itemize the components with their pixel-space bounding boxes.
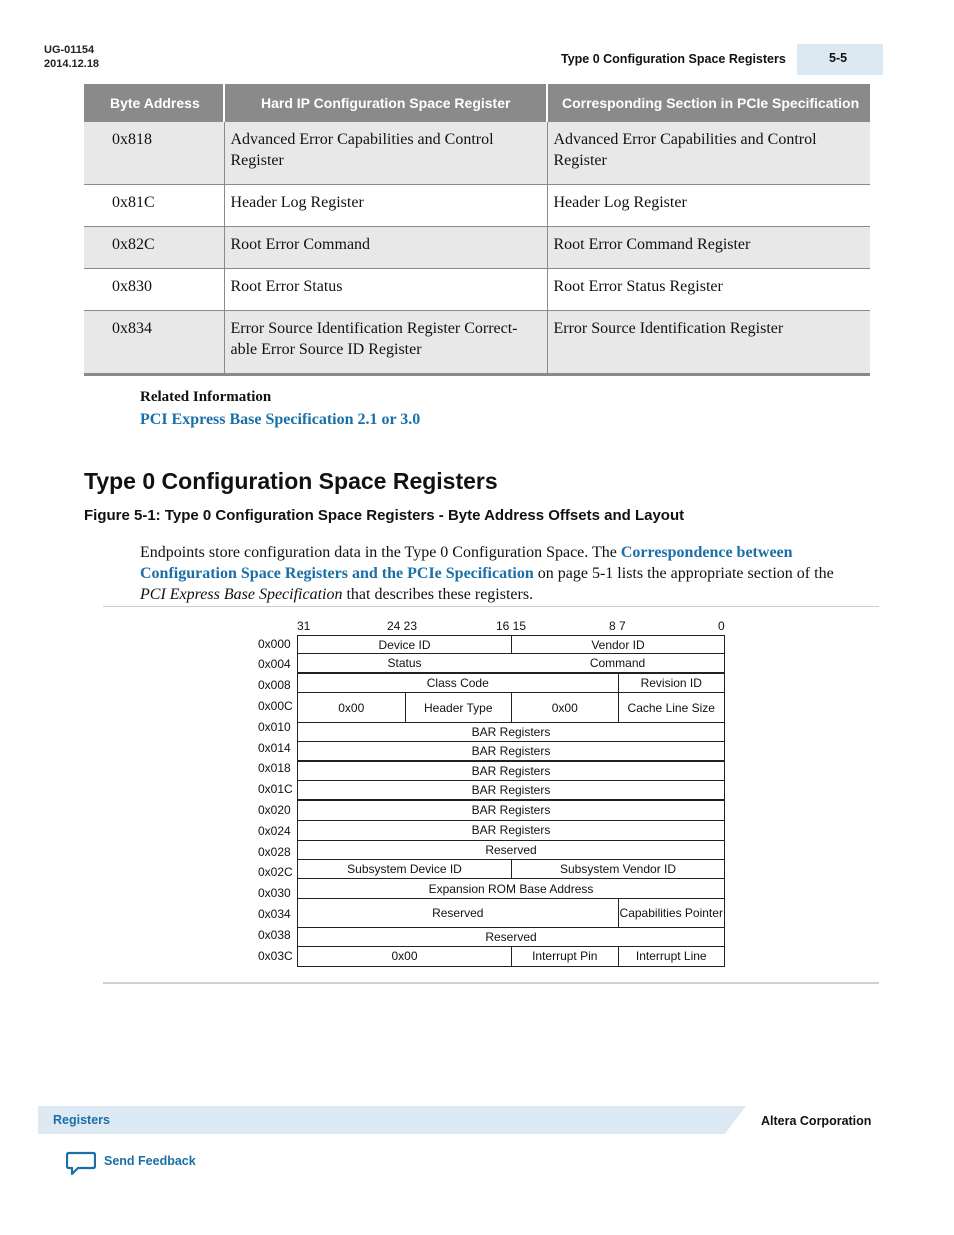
- register-row: [297, 653, 725, 673]
- register-row: [297, 820, 725, 841]
- register-row: [297, 780, 725, 800]
- bar-registers-field: BAR Registers: [471, 744, 551, 758]
- bar-registers-field: BAR Registers: [471, 783, 551, 797]
- para-italic: PCI Express Base Specification: [140, 586, 343, 603]
- page-number: 5-5: [829, 51, 848, 65]
- spec-section: Advanced Error Capabilities and Control Register: [547, 122, 870, 184]
- register-row: [297, 859, 725, 879]
- subsystem-device-id-field: Subsystem Device ID: [347, 862, 462, 876]
- table-header-row: [84, 84, 870, 122]
- register-row: [297, 722, 725, 742]
- bar-registers-field: BAR Registers: [471, 764, 551, 778]
- reserved-byte-field: 0x00: [511, 693, 618, 722]
- offset-label: 0x024: [258, 824, 291, 838]
- capabilities-pointer-field: Capabilities Pointer: [618, 899, 725, 927]
- body-paragraph: [140, 542, 860, 605]
- table-row: [84, 268, 870, 310]
- spec-section: Root Error Status Register: [547, 268, 870, 310]
- section-title: Type 0 Configuration Space Registers: [84, 468, 498, 494]
- subsystem-vendor-id-field: Subsystem Vendor ID: [511, 860, 724, 878]
- register-row: [297, 898, 725, 928]
- offset-label: 0x010: [258, 720, 291, 734]
- register-name: Root Error Status: [224, 268, 547, 310]
- register-row: [297, 673, 725, 693]
- register-name: Error Source Identification Register Correct-able Error Source ID Register: [224, 310, 547, 374]
- bar-registers-field: BAR Registers: [471, 823, 551, 837]
- config-space-diagram: [240, 616, 740, 976]
- interrupt-line-field: Interrupt Line: [618, 947, 725, 966]
- offset-label: 0x03C: [258, 949, 293, 963]
- device-id-field: Device ID: [378, 638, 431, 652]
- running-header-title: Type 0 Configuration Space Registers: [561, 52, 786, 66]
- byte-address: 0x818: [84, 122, 224, 184]
- column-header: Hard IP Configuration Space Register: [224, 84, 547, 122]
- footer-chapter-link[interactable]: Registers: [53, 1113, 110, 1127]
- offset-label: 0x014: [258, 741, 291, 755]
- pci-express-spec-link[interactable]: PCI Express Base Specification 2.1 or 3.0: [140, 411, 421, 428]
- figure-bottom-rule: [103, 982, 879, 984]
- offset-label: 0x00C: [258, 699, 293, 713]
- interrupt-pin-field: Interrupt Pin: [511, 947, 618, 966]
- spec-section: Root Error Command Register: [547, 226, 870, 268]
- register-name: Advanced Error Capabilities and Control Register: [224, 122, 547, 184]
- bit-label: 16 15: [496, 619, 527, 633]
- reserved-field: 0x00: [391, 949, 418, 963]
- byte-address: 0x834: [84, 310, 224, 374]
- register-row: [297, 927, 725, 947]
- offset-label: 0x030: [258, 886, 291, 900]
- para-text: on page 5-1 lists the appropriate section of the: [533, 565, 834, 582]
- register-row: [297, 840, 725, 860]
- reserved-field: Reserved: [485, 843, 537, 857]
- offset-label: 0x018: [258, 761, 291, 775]
- send-feedback-link[interactable]: Send Feedback: [104, 1154, 196, 1168]
- offset-label: 0x020: [258, 803, 291, 817]
- byte-address: 0x81C: [84, 184, 224, 226]
- bar-registers-field: BAR Registers: [471, 803, 551, 817]
- register-row: [297, 741, 725, 761]
- expansion-rom-field: Expansion ROM Base Address: [428, 881, 594, 896]
- reserved-byte-field: 0x00: [338, 700, 365, 715]
- footer-band: [38, 1106, 746, 1134]
- offset-label: 0x02C: [258, 865, 293, 879]
- column-header: Byte Address: [84, 84, 224, 122]
- para-text: that describes these registers.: [342, 586, 534, 603]
- spec-section: Error Source Identification Register: [547, 310, 870, 374]
- offset-label: 0x008: [258, 678, 291, 692]
- footer-company: Altera Corporation: [761, 1114, 872, 1128]
- class-code-field: Class Code: [426, 676, 489, 690]
- status-field: Status: [387, 656, 422, 670]
- reserved-field: Reserved: [432, 906, 484, 920]
- vendor-id-field: Vendor ID: [511, 636, 724, 653]
- table-row: [84, 184, 870, 226]
- correspondence-link[interactable]: Correspondence between Configuration Space Registers and the PCIe Specification: [140, 544, 793, 582]
- table-row: [84, 122, 870, 184]
- cache-line-size-field: Cache Line Size: [618, 693, 725, 722]
- bit-label: 8 7: [609, 619, 626, 633]
- spec-section: Header Log Register: [547, 184, 870, 226]
- doc-date: 2014.12.18: [44, 58, 100, 70]
- bit-label: 24 23: [387, 619, 418, 633]
- offset-label: 0x000: [258, 637, 291, 651]
- offset-label: 0x01C: [258, 782, 293, 796]
- column-header: Corresponding Section in PCIe Specification: [547, 84, 870, 122]
- reserved-field: Reserved: [485, 930, 537, 944]
- byte-address: 0x82C: [84, 226, 224, 268]
- byte-address: 0x830: [84, 268, 224, 310]
- register-row: [297, 800, 725, 821]
- register-name: Root Error Command: [224, 226, 547, 268]
- table-row: [84, 310, 870, 374]
- document-id: [44, 43, 99, 71]
- table-row: [84, 226, 870, 268]
- figure-caption: Figure 5-1: Type 0 Configuration Space Registers - Byte Address Offsets and Layout: [84, 507, 685, 524]
- register-row: [297, 946, 725, 967]
- register-name: Header Log Register: [224, 184, 547, 226]
- offset-label: 0x028: [258, 845, 291, 859]
- revision-id-field: Revision ID: [618, 674, 725, 692]
- bar-registers-field: BAR Registers: [471, 725, 551, 739]
- register-row: [297, 692, 725, 723]
- doc-number: UG-01154: [44, 44, 95, 56]
- register-row: [297, 635, 725, 654]
- related-information-heading: Related Information: [140, 389, 272, 405]
- register-row: [297, 761, 725, 781]
- figure-top-rule: [103, 606, 879, 607]
- offset-label: 0x038: [258, 928, 291, 942]
- header-type-field: Header Type: [405, 693, 512, 722]
- offset-label: 0x034: [258, 907, 291, 921]
- offset-label: 0x004: [258, 657, 291, 671]
- register-table: [84, 84, 870, 376]
- feedback-icon[interactable]: [66, 1151, 96, 1177]
- bit-label: 0: [718, 619, 725, 633]
- register-row: [297, 878, 725, 899]
- para-text: Endpoints store configuration data in the Type 0 Configuration Space. The: [140, 544, 621, 561]
- command-field: Command: [589, 656, 646, 670]
- bit-label: 31: [297, 619, 311, 633]
